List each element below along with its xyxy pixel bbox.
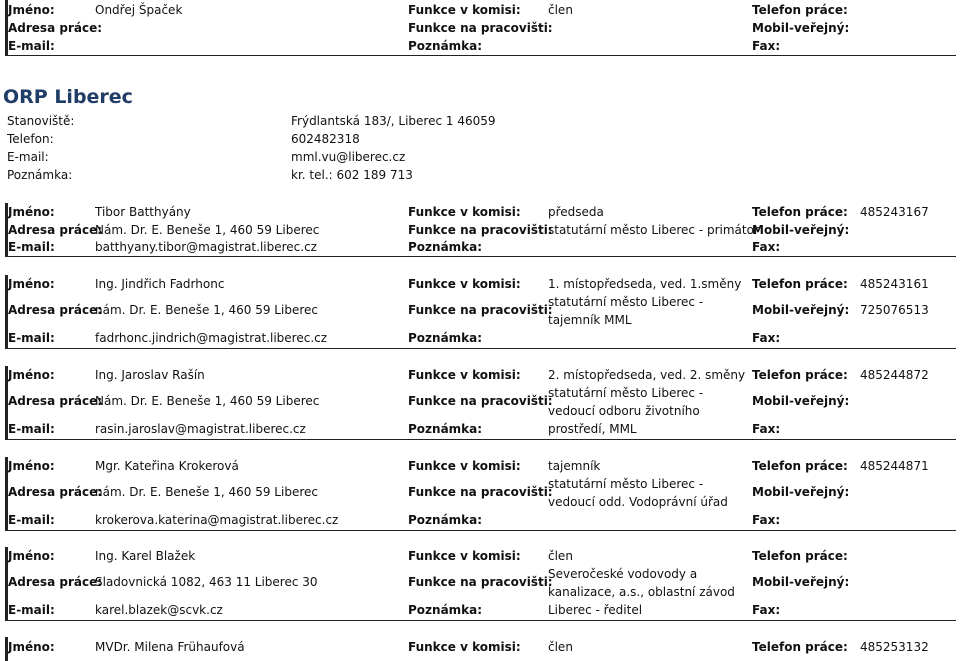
email-label: E-mail: — [8, 240, 55, 254]
mobile-label: Mobil-veřejný: — [752, 21, 850, 35]
workplace-role-label: Funkce na pracovišti: — [408, 394, 553, 408]
email-value[interactable]: fadrhonc.jindrich@magistrat.liberec.cz — [95, 331, 328, 345]
email-label: E-mail: — [8, 331, 55, 345]
person-name: Ondřej Špaček — [95, 3, 183, 17]
phone-label: Telefon práce: — [752, 459, 848, 473]
person-name: Ing. Karel Blažek — [95, 549, 196, 563]
address-label: Adresa práce: — [8, 21, 103, 35]
phone-value: 485253132 — [860, 640, 929, 654]
address-label: Adresa práce: — [8, 394, 103, 408]
orp-label: Poznámka: — [7, 168, 73, 182]
email-value[interactable]: krokerova.katerina@magistrat.liberec.cz — [95, 513, 339, 527]
committee-role: tajemník — [548, 459, 601, 473]
committee-role-label: Funkce v komisi: — [408, 205, 521, 219]
fax-label: Fax: — [752, 422, 781, 436]
orp-label: E-mail: — [7, 150, 49, 164]
workplace-role-label: Funkce na pracovišti: — [408, 21, 553, 35]
address-label: Adresa práce: — [8, 223, 103, 237]
fax-label: Fax: — [752, 331, 781, 345]
contact-card — [5, 547, 956, 621]
person-name: Ing. Jindřich Fadrhonc — [95, 277, 225, 291]
committee-role: člen — [548, 3, 573, 17]
contact-card — [5, 457, 956, 531]
committee-role-label: Funkce v komisi: — [408, 459, 521, 473]
orp-email-link[interactable]: mml.vu@liberec.cz — [291, 150, 406, 164]
contact-card — [5, 637, 956, 661]
address-value: Sladovnická 1082, 463 11 Liberec 30 — [95, 575, 318, 589]
fax-label: Fax: — [752, 240, 781, 254]
contact-card — [5, 366, 956, 440]
committee-role-label: Funkce v komisi: — [408, 277, 521, 291]
name-label: Jméno: — [8, 277, 55, 291]
name-label: Jméno: — [8, 205, 55, 219]
email-label: E-mail: — [8, 422, 55, 436]
section-title: ORP Liberec — [3, 86, 133, 108]
address-label: Adresa práce: — [8, 303, 103, 317]
committee-role-label: Funkce v komisi: — [408, 549, 521, 563]
mobile-value: 725076513 — [860, 303, 929, 317]
phone-value: 485243161 — [860, 277, 929, 291]
phone-value: 485243167 — [860, 205, 929, 219]
address-label: Adresa práce: — [8, 485, 103, 499]
note-label: Poznámka: — [408, 513, 483, 527]
mobile-label: Mobil-veřejný: — [752, 303, 850, 317]
person-name: Ing. Jaroslav Rašín — [95, 368, 205, 382]
orp-label: Stanoviště: — [7, 114, 75, 128]
committee-role: 2. místopředseda, ved. 2. směny — [548, 368, 746, 382]
phone-label: Telefon práce: — [752, 205, 848, 219]
phone-value: 485244872 — [860, 368, 929, 382]
person-name: Tibor Batthyány — [95, 205, 191, 219]
name-label: Jméno: — [8, 549, 55, 563]
contact-card — [5, 203, 956, 257]
orp-row-email — [0, 150, 500, 168]
workplace-role-label: Funkce na pracovišti: — [408, 223, 553, 237]
person-name: Mgr. Kateřina Krokerová — [95, 459, 239, 473]
email-value[interactable]: rasin.jaroslav@magistrat.liberec.cz — [95, 422, 306, 436]
address-value: Nám. Dr. E. Beneše 1, 460 59 Liberec — [95, 223, 320, 237]
email-value[interactable]: karel.blazek@scvk.cz — [95, 603, 223, 617]
mobile-label: Mobil-veřejný: — [752, 394, 850, 408]
committee-role: 1. místopředseda, ved. 1.směny — [548, 277, 742, 291]
orp-label: Telefon: — [7, 132, 54, 146]
mobile-label: Mobil-veřejný: — [752, 575, 850, 589]
workplace-role: statutární město Liberec - primátor — [548, 223, 759, 237]
address-value: nám. Dr. E. Beneše 1, 460 59 Liberec — [95, 485, 318, 499]
mobile-label: Mobil-veřejný: — [752, 223, 850, 237]
phone-label: Telefon práce: — [752, 368, 848, 382]
note-label: Poznámka: — [408, 240, 483, 254]
workplace-role: Severočeské vodovody a kanalizace, a.s., oblastní závod Liberec - ředitel — [548, 567, 735, 617]
fax-label: Fax: — [752, 39, 781, 53]
committee-role-label: Funkce v komisi: — [408, 640, 521, 654]
note-label: Poznámka: — [408, 603, 483, 617]
name-label: Jméno: — [8, 459, 55, 473]
note-label: Poznámka: — [408, 331, 483, 345]
workplace-role: statutární město Liberec - tajemník MML — [548, 295, 704, 327]
email-label: E-mail: — [8, 603, 55, 617]
address-value: Nám. Dr. E. Beneše 1, 460 59 Liberec — [95, 394, 320, 408]
email-label: E-mail: — [8, 513, 55, 527]
workplace-role-label: Funkce na pracovišti: — [408, 303, 553, 317]
workplace-role: statutární město Liberec - vedoucí odboru životního prostředí, MML — [548, 386, 704, 436]
workplace-role-label: Funkce na pracovišti: — [408, 485, 553, 499]
phone-label: Telefon práce: — [752, 549, 848, 563]
contact-card — [5, 275, 956, 349]
name-label: Jméno: — [8, 3, 55, 17]
orp-value: Frýdlantská 183/, Liberec 1 46059 — [291, 114, 496, 128]
phone-label: Telefon práce: — [752, 277, 848, 291]
note-label: Poznámka: — [408, 422, 483, 436]
contact-card-top — [5, 0, 956, 56]
fax-label: Fax: — [752, 603, 781, 617]
orp-value: 602482318 — [291, 132, 360, 146]
committee-role: člen — [548, 549, 573, 563]
workplace-role: statutární město Liberec - vedoucí odd. Vodoprávní úřad — [548, 477, 728, 509]
name-label: Jméno: — [8, 368, 55, 382]
address-value: nám. Dr. E. Beneše 1, 460 59 Liberec — [95, 303, 318, 317]
committee-role-label: Funkce v komisi: — [408, 3, 521, 17]
orp-row-location — [0, 114, 500, 132]
committee-role-label: Funkce v komisi: — [408, 368, 521, 382]
address-label: Adresa práce: — [8, 575, 103, 589]
person-name: MVDr. Milena Frühaufová — [95, 640, 245, 654]
phone-label: Telefon práce: — [752, 3, 848, 17]
orp-row-note — [0, 168, 500, 186]
workplace-role-label: Funkce na pracovišti: — [408, 575, 553, 589]
email-value[interactable]: batthyany.tibor@magistrat.liberec.cz — [95, 240, 317, 254]
email-label: E-mail: — [8, 39, 55, 53]
name-label: Jméno: — [8, 640, 55, 654]
phone-label: Telefon práce: — [752, 640, 848, 654]
fax-label: Fax: — [752, 513, 781, 527]
mobile-label: Mobil-veřejný: — [752, 485, 850, 499]
phone-value: 485244871 — [860, 459, 929, 473]
committee-role: předseda — [548, 205, 604, 219]
orp-row-phone — [0, 132, 500, 150]
committee-role: člen — [548, 640, 573, 654]
note-label: Poznámka: — [408, 39, 483, 53]
orp-value: kr. tel.: 602 189 713 — [291, 168, 413, 182]
